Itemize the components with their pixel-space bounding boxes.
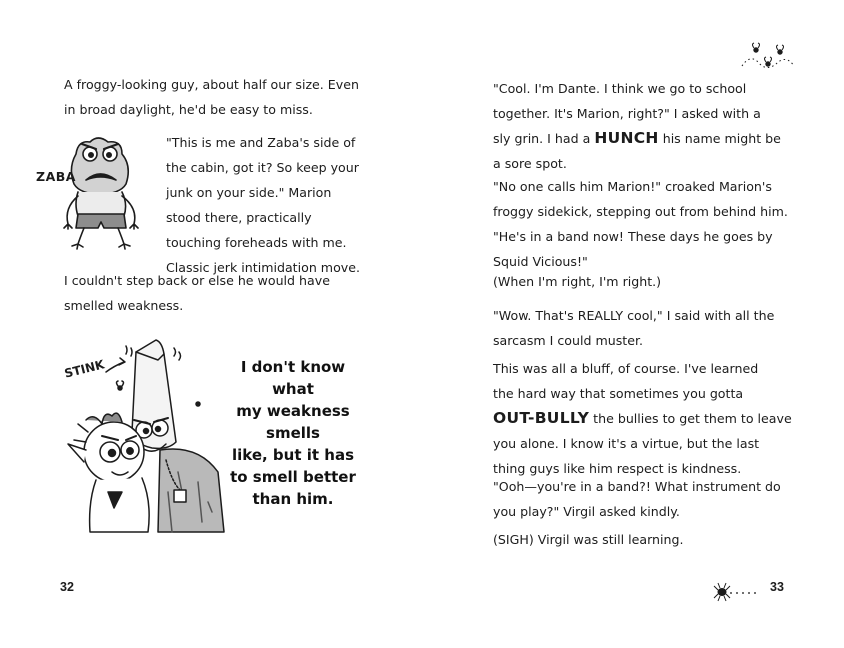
- zaba-illustration: [28, 132, 158, 252]
- out-bully-emphasis: OUT-BULLY: [493, 409, 590, 427]
- spider-icon: [714, 582, 764, 602]
- speech-bubble: I don't know what my weakness smells like, but it has to smell better than him.: [230, 358, 356, 508]
- right-paragraph-7: (SIGH) Virgil was still learning.: [493, 532, 684, 547]
- page-number-right: 33: [770, 580, 784, 594]
- hunch-emphasis: HUNCH: [594, 129, 659, 147]
- right-paragraph-1: "Cool. I'm Dante. I think we go to school together. It's Marion, right?" I asked with a sly grin. I had a HUNCH his name might be a sore spot.: [493, 81, 781, 171]
- right-page: [422, 0, 844, 648]
- right-paragraph-6: "Ooh—you're in a band?! What instrument do you play?" Virgil asked kindly.: [493, 479, 781, 519]
- page-number-left: 32: [60, 580, 74, 594]
- flies-icon: [736, 40, 806, 80]
- left-paragraph-3: I couldn't step back or else he would have smelled weakness.: [64, 273, 330, 313]
- right-paragraph-2: "No one calls him Marion!" croaked Marion's froggy sidekick, stepping out from behind him. "He's in a band now! These days he goes by Squid Vicious!": [493, 179, 788, 269]
- right-paragraph-4: "Wow. That's REALLY cool," I said with all the sarcasm I could muster.: [493, 308, 775, 348]
- right-paragraph-5: This was all a bluff, of course. I've learned the hard way that sometimes you gotta OUT-BULLY the bullies to get them to leave you alone. I know it's a virtue, but the last thing guys like him respect is kindness.: [493, 361, 792, 476]
- left-paragraph-2: "This is me and Zaba's side of the cabin, got it? So keep your junk on your side." Marion stood there, practically touching foreheads with me. Classic jerk intimidation move.: [166, 135, 360, 275]
- stink-label: STINK: [62, 357, 106, 381]
- left-paragraph-1: A froggy-looking guy, about half our size. Even in broad daylight, he'd be easy to miss.: [64, 77, 359, 117]
- zaba-label: ZABA: [36, 169, 76, 184]
- right-paragraph-3: (When I'm right, I'm right.): [493, 274, 662, 289]
